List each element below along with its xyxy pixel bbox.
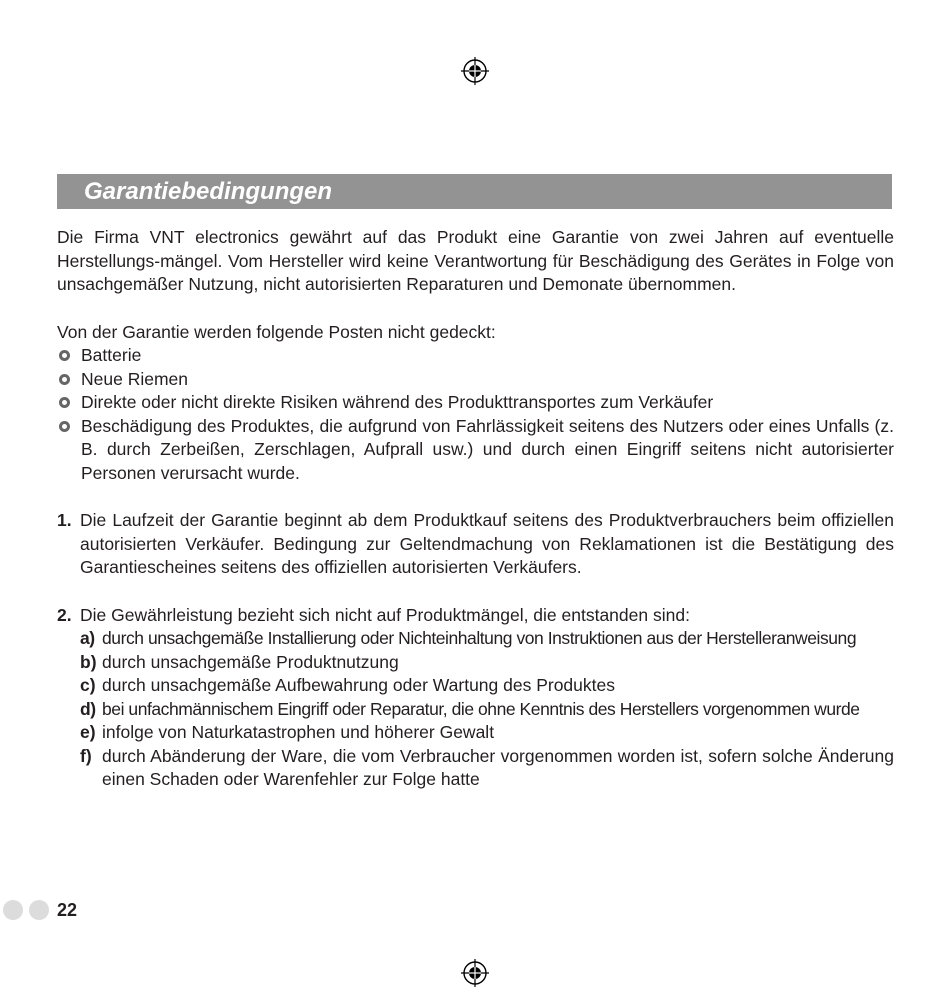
registration-mark-icon xyxy=(461,57,489,85)
sub-item-f: f) durch Abänderung der Ware, die vom Verbraucher vorgenommen worden ist, sofern solche Änderung einen Schaden oder Warenfehler zur Folge hatte xyxy=(80,745,894,789)
exclusions-list xyxy=(57,344,894,485)
point-text: Die Laufzeit der Garantie beginnt ab dem Produktkauf seitens des Produktverbrauchers beim offiziellen autorisierten Verkäufer. Bedingung zur Geltendmachung von Reklamationen ist die Bestätigung des Garantiescheines seitens des offiziellen autorisierten Verkäufers. xyxy=(80,510,894,577)
footer-dot-icon xyxy=(3,900,23,920)
point-text: Die Gewährleistung bezieht sich nicht auf Produktmängel, die entstanden sind: xyxy=(80,604,690,625)
sub-item-e: e) infolge von Naturkatastrophen und höherer Gewalt xyxy=(80,722,495,742)
list-item: Beschädigung des Produktes, die aufgrund von Fahrlässigkeit seitens des Nutzers oder eines Unfalls (z. B. durch Zerbeißen, Zerschlagen, Aufprall usw.) und durch einen Eingriff seitens nicht autorisierter Personen verursacht wurde. xyxy=(57,415,894,486)
point-number: 1. xyxy=(57,510,72,530)
numbered-point-2 xyxy=(57,604,894,628)
sub-item-d: d) bei unfachmännischem Eingriff oder Reparatur, die ohne Kenntnis des Herstellers vorgenommen wurde xyxy=(80,698,860,719)
bullet-icon xyxy=(59,421,70,432)
point-number: 2. xyxy=(57,604,72,625)
document-body xyxy=(57,226,894,792)
registration-mark-icon xyxy=(461,959,489,987)
list-item: Neue Riemen xyxy=(57,368,894,392)
list-item: Direkte oder nicht direkte Risiken während des Produkttransportes zum Verkäufer xyxy=(57,391,894,415)
list-item: Batterie xyxy=(57,344,894,368)
sub-item-b: b) durch unsachgemäße Produktnutzung xyxy=(80,651,399,672)
numbered-point-1 xyxy=(57,509,894,580)
sub-item-a: a) durch unsachgemäße Installierung oder Nichteinhaltung von Instruktionen aus der Herstelleranweisung xyxy=(80,628,857,648)
bullet-icon xyxy=(59,374,70,385)
intro-paragraph: Die Firma VNT electronics gewährt auf das Produkt eine Garantie von zwei Jahren auf eventuelle Herstellungs-mängel. Vom Hersteller wird keine Verantwortung für Beschädigung des Gerätes in Folge von unsachgemäßer Nutzung, nicht autorisierten Reparaturen und Demonate übernommen. xyxy=(57,227,894,294)
page-number: 22 xyxy=(57,900,78,920)
bullet-icon xyxy=(59,397,70,408)
sub-item-c: c) durch unsachgemäße Aufbewahrung oder Wartung des Produktes xyxy=(80,675,615,695)
page-title: Garantiebedingungen xyxy=(84,178,333,205)
exclusions-heading: Von der Garantie werden folgende Posten nicht gedeckt: xyxy=(57,321,496,342)
section-title-bar xyxy=(57,174,892,209)
bullet-icon xyxy=(59,350,70,361)
footer-dot-icon xyxy=(29,900,49,920)
